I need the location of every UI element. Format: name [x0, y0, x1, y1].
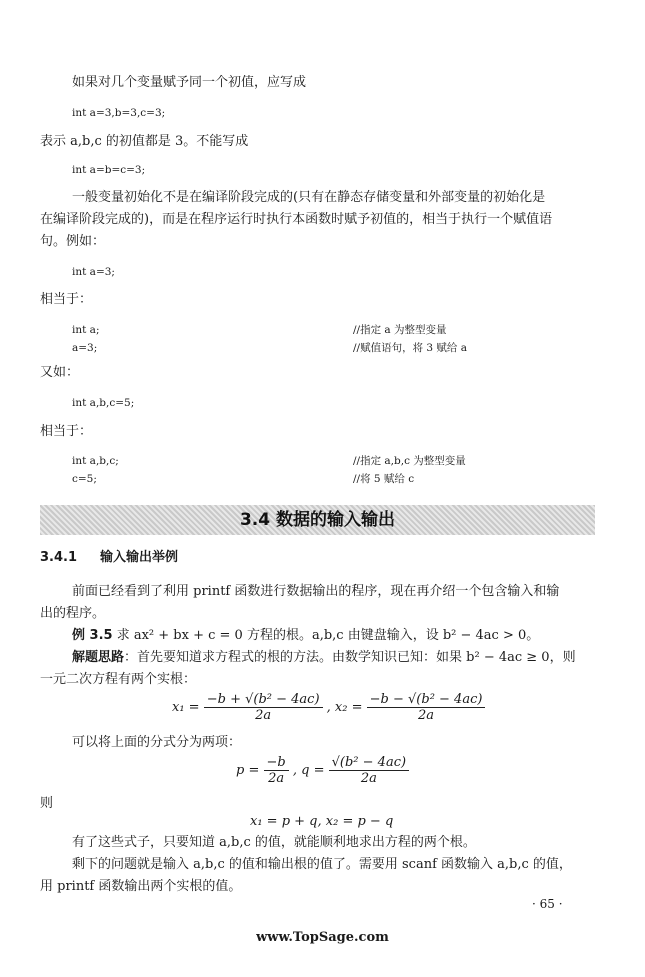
- text-line: 相当于：: [40, 292, 93, 307]
- x2-numerator: −b − √(b² − 4ac): [367, 692, 486, 708]
- x1-numerator: −b + √(b² − 4ac): [204, 692, 323, 708]
- idea-line: [72, 649, 576, 667]
- q-label: , q =: [292, 763, 325, 778]
- page-number: · 65 ·: [532, 897, 563, 911]
- example-label: 例 3.5: [72, 628, 113, 643]
- example-line: [72, 627, 539, 645]
- x1-label: x₁ =: [172, 700, 200, 715]
- text-line: 前面已经看到了利用 printf 函数进行数据输出的程序，现在再介绍一个包含输入和输: [72, 584, 560, 599]
- text-line: 一般变量初始化不是在编译阶段完成的(只有在静态存储变量和外部变量的初始化是: [72, 190, 546, 205]
- x2-fraction: [367, 692, 486, 723]
- idea-label: 解题思路: [72, 650, 125, 665]
- p-numerator: −b: [264, 755, 289, 771]
- text-line: 有了这些式子，只要知道 a,b,c 的值，就能顺利地求出方程的两个根。: [72, 835, 476, 850]
- text-line: 表示 a,b,c 的初值都是 3。不能写成: [40, 134, 249, 149]
- quadratic-formula: [172, 692, 485, 723]
- text-line: 一元二次方程有两个实根：: [40, 672, 197, 687]
- code-comment: //将 5 赋给 c: [353, 473, 415, 485]
- text-line: 句。例如：: [40, 234, 106, 249]
- p-label: p =: [236, 763, 260, 778]
- code-line: int a=b=c=3;: [72, 164, 146, 176]
- code-line: int a,b,c;: [72, 455, 119, 467]
- text-line: 如果对几个变量赋予同一个初值，应写成: [72, 75, 307, 90]
- code-line: a=3;: [72, 342, 98, 354]
- text-line: 用 printf 函数输出两个实根的值。: [40, 879, 242, 894]
- code-line: int a;: [72, 324, 100, 336]
- example-text: 求 ax² + bx + c = 0 方程的根。a,b,c 由键盘输入，设 b² − 4ac > 0。: [116, 628, 540, 643]
- section-title: 3.4 数据的输入输出: [239, 510, 396, 530]
- q-fraction: [329, 755, 409, 786]
- q-numerator: √(b² − 4ac): [329, 755, 409, 771]
- code-line: int a,b,c=5;: [72, 397, 135, 409]
- text-line: 剩下的问题就是输入 a,b,c 的值和输出根的值了。需要用 scanf 函数输入 a,b,c 的值，: [72, 857, 572, 872]
- x2-label: , x₂ =: [326, 700, 363, 715]
- text-line: 相当于：: [40, 424, 93, 439]
- footer-url: www.TopSage.com: [256, 930, 389, 945]
- subsection-number: 3.4.1: [40, 550, 78, 565]
- x2-denominator: 2a: [418, 708, 435, 723]
- text-line: 又如：: [40, 365, 80, 380]
- code-line: c=5;: [72, 473, 97, 485]
- idea-text: ：首先要知道求方程式的根的方法。由数学知识已知：如果 b² − 4ac ≥ 0，则: [124, 650, 576, 665]
- text-line: 则: [40, 796, 54, 811]
- q-denominator: 2a: [360, 771, 377, 786]
- code-line: int a=3,b=3,c=3;: [72, 107, 166, 119]
- p-fraction: [264, 755, 289, 786]
- section-heading-band: [40, 505, 595, 535]
- text-line: 出的程序。: [40, 606, 106, 621]
- x1-fraction: [204, 692, 323, 723]
- p-denominator: 2a: [268, 771, 285, 786]
- code-comment: //指定 a,b,c 为整型变量: [353, 455, 466, 467]
- x1-denominator: 2a: [255, 708, 272, 723]
- text-line: 可以将上面的分式分为两项：: [72, 735, 242, 750]
- text-line: 在编译阶段完成的)，而是在程序运行时执行本函数时赋予初值的，相当于执行一个赋值语: [40, 212, 553, 227]
- pq-formula: [236, 755, 409, 786]
- code-line: int a=3;: [72, 266, 115, 278]
- code-comment: //指定 a 为整型变量: [353, 324, 447, 336]
- code-comment: //赋值语句，将 3 赋给 a: [353, 342, 468, 354]
- subsection-title: 输入输出举例: [100, 550, 179, 565]
- roots-formula: x₁ = p + q, x₂ = p − q: [250, 814, 394, 829]
